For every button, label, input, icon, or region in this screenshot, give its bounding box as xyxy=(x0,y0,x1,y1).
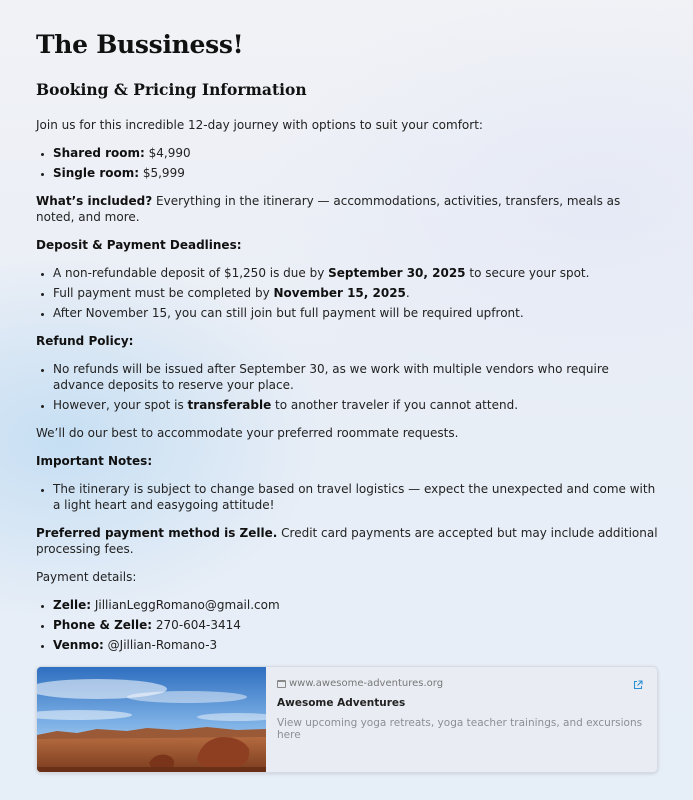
desert-landscape-image xyxy=(37,667,266,772)
refund-list xyxy=(36,361,658,413)
room-price-list xyxy=(36,145,658,181)
section-title: Booking & Pricing Information xyxy=(36,80,307,99)
list-item: • After November 15, you can still join but full payment will be required upfront. xyxy=(53,305,658,321)
payment-list xyxy=(36,597,658,653)
list-item: • Shared room: $4,990 xyxy=(53,145,658,161)
list-item: • A non-refundable deposit of $1,250 is due by September 30, 2025 to secure your spot. xyxy=(53,265,658,281)
document-content xyxy=(36,30,658,665)
payment-details-label: Payment details: xyxy=(36,570,137,584)
link-url[interactable]: www.awesome-adventures.org xyxy=(277,678,646,689)
list-item: • Single room: $5,999 xyxy=(53,165,658,181)
intro-text: Join us for this incredible 12-day journey with options to suit your comfort: xyxy=(36,118,483,132)
refund-heading: Refund Policy: xyxy=(36,334,134,348)
included-text: What’s included? Everything in the itinerary — accommodations, activities, transfers, meals as noted, and more. xyxy=(36,194,621,224)
list-item: • Full payment must be completed by November 15, 2025. xyxy=(53,285,658,301)
page-title: The Bussiness! xyxy=(36,30,244,59)
notes-heading: Important Notes: xyxy=(36,454,153,468)
roommate-note: We’ll do our best to accommodate your preferred roommate requests. xyxy=(36,426,459,440)
list-item: • The itinerary is subject to change based on travel logistics — expect the unexpected and come with a light heart and easygoing attitude! xyxy=(53,481,658,513)
link-preview-card[interactable] xyxy=(36,666,658,773)
link-description: View upcoming yoga retreats, yoga teacher trainings, and excursions here xyxy=(277,717,643,741)
external-link-icon[interactable] xyxy=(633,680,643,690)
list-item: • However, your spot is transferable to another traveler if you cannot attend. xyxy=(53,397,658,413)
preferred-payment: Preferred payment method is Zelle. Credit card payments are accepted but may include additional processing fees. xyxy=(36,526,658,556)
deposit-list xyxy=(36,265,658,321)
link-title[interactable]: Awesome Adventures xyxy=(277,697,406,709)
list-item: • Venmo: @Jillian-Romano-3 xyxy=(53,637,658,653)
document-icon xyxy=(277,680,286,688)
link-preview-body xyxy=(266,667,657,772)
deposit-heading: Deposit & Payment Deadlines: xyxy=(36,238,242,252)
list-item: • Phone & Zelle: 270-604-3414 xyxy=(53,617,658,633)
list-item: • No refunds will be issued after September 30, as we work with multiple vendors who require advance deposits to reserve your place. xyxy=(53,361,658,393)
notes-list xyxy=(36,481,658,513)
list-item: • Zelle: JillianLeggRomano@gmail.com xyxy=(53,597,658,613)
